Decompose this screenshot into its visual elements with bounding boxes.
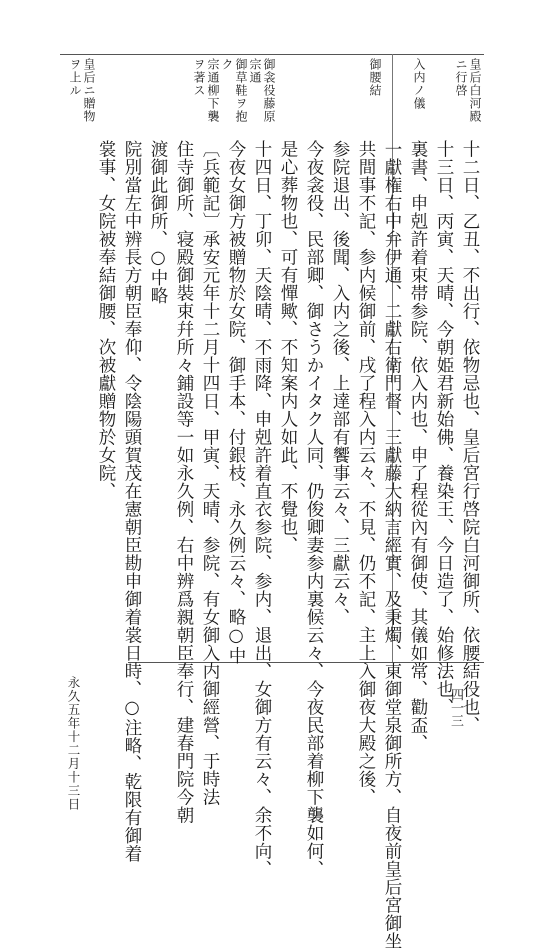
margin-note: 宗通柳下襲	[206, 58, 220, 123]
margin-note: 御衾役藤原	[262, 58, 276, 123]
margin-note: ヲ著ス	[192, 58, 206, 97]
top-rule	[60, 54, 484, 55]
text-column: 十二日、乙丑、不出行、依物忌也、皇后宮行啓院白河御所、依腰結役也、	[460, 140, 480, 734]
text-column: 十三日、丙寅、天晴、今朝姫君新始佛、養染王、今日造了、始修法也、	[434, 140, 454, 716]
margin-note: 御草鞋ヲ抱	[234, 58, 248, 123]
margin-note: ク	[220, 58, 234, 71]
margin-note: 皇后ニ贈物	[82, 58, 96, 123]
margin-note: ヲ上ル	[68, 58, 82, 97]
page-number: 四一三	[448, 688, 463, 727]
margin-note: 御腰結	[368, 58, 382, 97]
margin-note: 入内ノ儀	[412, 58, 426, 110]
text-column: 裳事、女院被奉結御腰、次被獻贈物於女院、	[96, 140, 116, 500]
text-column: 今夜衾役、民部卿、御さうかイタク人同、仍俊卿妻参内裏候云々、今夜民部着柳下襲如何、	[304, 140, 324, 878]
margin-note: 皇后白河殿	[468, 58, 482, 123]
margin-note: 宗通	[248, 58, 262, 84]
footer-date: 永久五年十二月十三日	[66, 676, 81, 811]
text-column: 今夜女御方被贈物於女院、御手本、付銀枝、永久例云々、略○中	[226, 140, 246, 665]
text-column: 〔兵範記〕承安元年十二月十四日、甲寅、天晴、参院、有女御入内御經營、于時法	[200, 140, 220, 806]
text-column: 共間事不記、参内候御前、戌了程入内云々、不見、仍不記、主上入御夜大殿之後、	[356, 140, 376, 806]
margin-note: ニ行啓	[454, 58, 468, 97]
text-column: 住寺御所、寝殿御裝束幷所々鋪設等一如永久例、右中辨爲親朝臣奉行、建春門院今朝	[174, 140, 194, 824]
text-column: 参院退出、後聞、入内之後、上達部有饗事云々、三獻云々、	[330, 140, 350, 626]
text-column: 一獻権右中弁伊通、二獻右衛門督、三獻藤大納言經實、及秉燭、東御堂泉御所方、自夜前皇后宮御坐	[382, 140, 402, 950]
text-column: 裏書、申剋許着束帯参院、依入内也、申了程從內有御使、其儀如常、勸盃、	[408, 140, 428, 752]
text-column: 十四日、丁卯、天陰晴、不雨降、申剋許着直衣参院、参内、退出、女御方有云々、余不向、	[252, 140, 272, 878]
text-column: 是心葬物也、可有憚歟、不知案内人如此、不覺也、	[278, 140, 298, 554]
text-column: 院別當左中辨長方朝臣奉仰、令陰陽頭賀茂在憲朝臣勘申御着裳日時、○注略、乾限有御着	[122, 140, 142, 863]
text-column: 渡御此御所、○中略	[148, 140, 168, 305]
